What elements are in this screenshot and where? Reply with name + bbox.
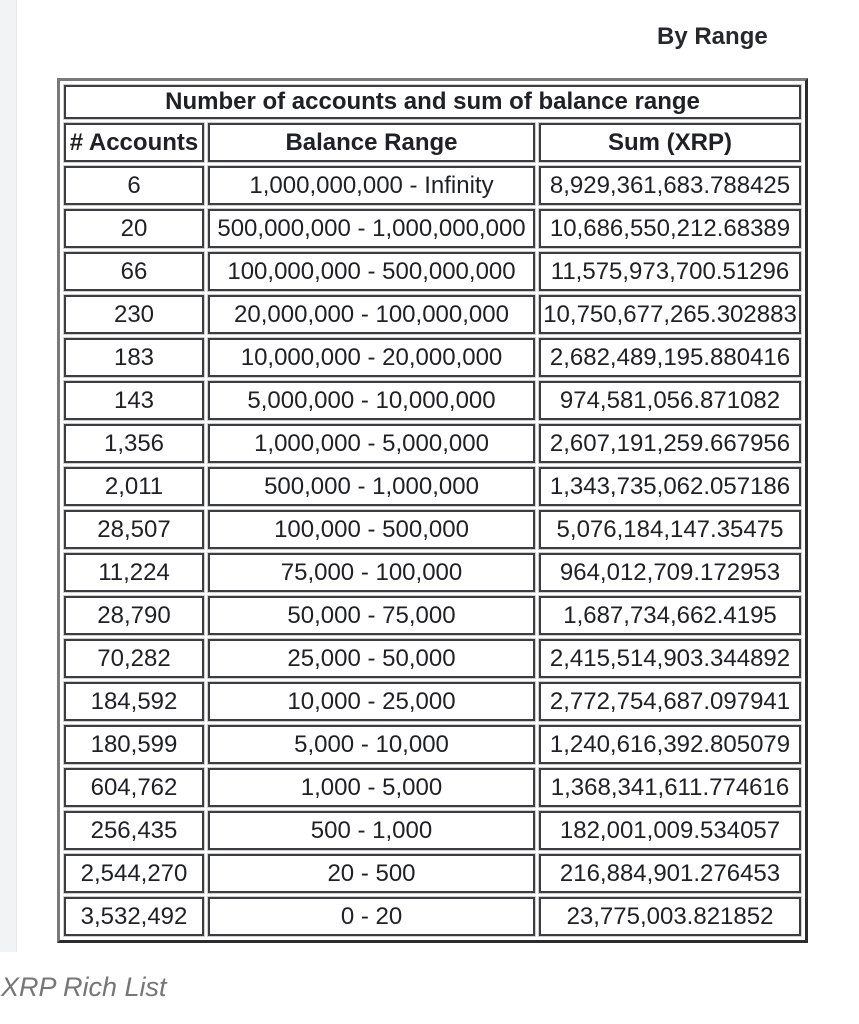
- sum-cell: 8,929,361,683.788425: [539, 166, 801, 205]
- accounts-cell: 66: [64, 252, 204, 291]
- table-row: [64, 209, 801, 248]
- table-row: [64, 424, 801, 463]
- balance-range-cell: 1,000,000 - 5,000,000: [208, 424, 535, 463]
- table-row: [64, 553, 801, 592]
- sum-cell: 2,415,514,903.344892: [539, 639, 801, 678]
- table-row: [64, 768, 801, 807]
- table-row: [64, 682, 801, 721]
- accounts-cell: 230: [64, 295, 204, 334]
- table-row: [64, 166, 801, 205]
- table-row: [64, 252, 801, 291]
- sum-cell: 11,575,973,700.51296: [539, 252, 801, 291]
- balance-range-cell: 10,000,000 - 20,000,000: [208, 338, 535, 377]
- accounts-cell: 6: [64, 166, 204, 205]
- sum-cell: 10,686,550,212.68389: [539, 209, 801, 248]
- accounts-cell: 70,282: [64, 639, 204, 678]
- table-row: [64, 467, 801, 506]
- table-row: [64, 596, 801, 635]
- table-row: [64, 639, 801, 678]
- accounts-cell: 28,507: [64, 510, 204, 549]
- accounts-cell: 604,762: [64, 768, 204, 807]
- sum-cell: 5,076,184,147.35475: [539, 510, 801, 549]
- balance-range-cell: 1,000 - 5,000: [208, 768, 535, 807]
- balance-range-cell: 100,000,000 - 500,000,000: [208, 252, 535, 291]
- balance-range-cell: 500,000,000 - 1,000,000,000: [208, 209, 535, 248]
- page-caption: XRP Rich List: [1, 972, 167, 1002]
- sum-cell: 23,775,003.821852: [539, 897, 801, 936]
- sum-cell: 1,240,616,392.805079: [539, 725, 801, 764]
- accounts-cell: 184,592: [64, 682, 204, 721]
- table-title: Number of accounts and sum of balance range: [64, 85, 801, 119]
- column-header-balance-range-cell: Balance Range: [208, 123, 535, 162]
- sum-cell: 2,772,754,687.097941: [539, 682, 801, 721]
- accounts-cell: 183: [64, 338, 204, 377]
- balance-range-cell: 20 - 500: [208, 854, 535, 893]
- balance-range-cell: 10,000 - 25,000: [208, 682, 535, 721]
- accounts-cell: 2,011: [64, 467, 204, 506]
- balance-range-cell: 20,000,000 - 100,000,000: [208, 295, 535, 334]
- table-row: [64, 897, 801, 936]
- sum-cell: 1,343,735,062.057186: [539, 467, 801, 506]
- accounts-cell: 1,356: [64, 424, 204, 463]
- table-row: [64, 381, 801, 420]
- sum-cell: 1,368,341,611.774616: [539, 768, 801, 807]
- balance-range-cell: 500 - 1,000: [208, 811, 535, 850]
- balance-range-cell: 50,000 - 75,000: [208, 596, 535, 635]
- accounts-cell: 2,544,270: [64, 854, 204, 893]
- balance-range-cell: 0 - 20: [208, 897, 535, 936]
- balance-range-cell: 75,000 - 100,000: [208, 553, 535, 592]
- sum-cell: 2,607,191,259.667956: [539, 424, 801, 463]
- table-row: [64, 295, 801, 334]
- sum-cell: 216,884,901.276453: [539, 854, 801, 893]
- table-title-row: [64, 85, 801, 119]
- balance-range-cell: 5,000,000 - 10,000,000: [208, 381, 535, 420]
- balance-range-cell: 500,000 - 1,000,000: [208, 467, 535, 506]
- balance-range-cell: 5,000 - 10,000: [208, 725, 535, 764]
- accounts-cell: 143: [64, 381, 204, 420]
- sum-cell: 10,750,677,265.302883: [539, 295, 801, 334]
- table-row: [64, 510, 801, 549]
- table-row: [64, 811, 801, 850]
- table-row: [64, 338, 801, 377]
- accounts-cell: 20: [64, 209, 204, 248]
- balance-range-cell: 25,000 - 50,000: [208, 639, 535, 678]
- column-header-accounts-cell: # Accounts: [64, 123, 204, 162]
- section-label-by-range: By Range: [657, 23, 768, 50]
- sum-cell: 974,581,056.871082: [539, 381, 801, 420]
- table-row: [64, 725, 801, 764]
- balance-range-cell: 1,000,000,000 - Infinity: [208, 166, 535, 205]
- accounts-cell: 256,435: [64, 811, 204, 850]
- table-row: [64, 854, 801, 893]
- table-header-row: [64, 123, 801, 162]
- accounts-cell: 3,532,492: [64, 897, 204, 936]
- accounts-cell: 11,224: [64, 553, 204, 592]
- sum-cell: 2,682,489,195.880416: [539, 338, 801, 377]
- accounts-cell: 180,599: [64, 725, 204, 764]
- page-edge-strip: [0, 0, 17, 952]
- balance-range-table: [57, 78, 808, 943]
- sum-cell: 182,001,009.534057: [539, 811, 801, 850]
- column-header-sum-cell: Sum (XRP): [539, 123, 801, 162]
- balance-range-cell: 100,000 - 500,000: [208, 510, 535, 549]
- sum-cell: 1,687,734,662.4195: [539, 596, 801, 635]
- sum-cell: 964,012,709.172953: [539, 553, 801, 592]
- accounts-cell: 28,790: [64, 596, 204, 635]
